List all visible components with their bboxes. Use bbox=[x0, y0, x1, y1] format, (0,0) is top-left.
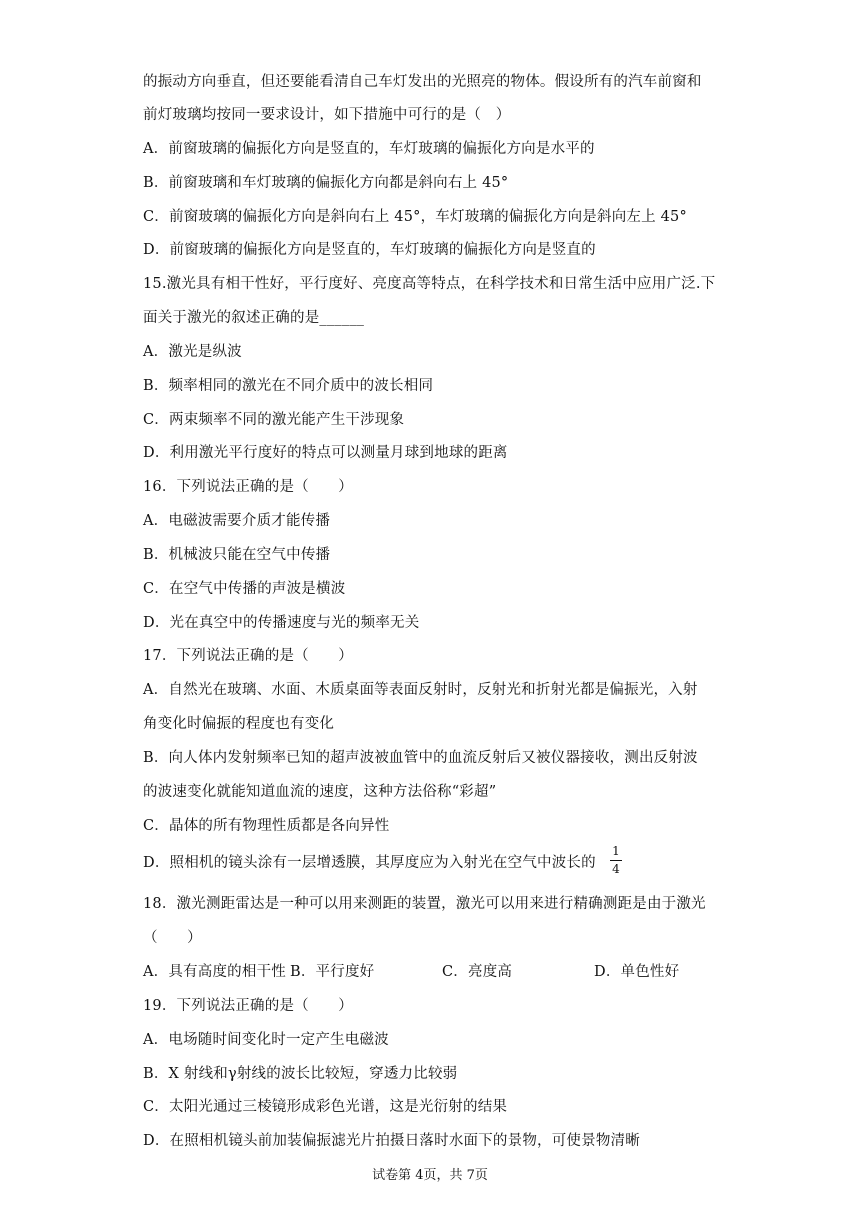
page-footer: 试卷第 4页，共 7页 bbox=[372, 1168, 488, 1183]
fraction-denominator: 4 bbox=[612, 862, 620, 876]
question-18: 18．激光测距雷达是一种可以用来测距的装置，激光可以用来进行精确测距是由于激光 bbox=[143, 896, 706, 912]
option-d: D．前窗玻璃的偏振化方向是竖直的，车灯玻璃的偏振化方向是竖直的 bbox=[143, 242, 596, 258]
option-d: D．照相机的镜头涂有一层增透膜，其厚度应为入射光在空气中波长的 bbox=[143, 855, 596, 871]
option-b: B．前窗玻璃和车灯玻璃的偏振化方向都是斜向右上 45° bbox=[143, 175, 509, 191]
option-a: A．前窗玻璃的偏振化方向是竖直的，车灯玻璃的偏振化方向是水平的 bbox=[143, 141, 595, 157]
option-b: B．X 射线和γ射线的波长比较短，穿透力比较弱 bbox=[143, 1066, 458, 1082]
question-16: 16．下列说法正确的是（ ） bbox=[143, 479, 353, 495]
question-19: 19．下列说法正确的是（ ） bbox=[143, 998, 353, 1014]
fraction-numerator: 1 bbox=[612, 844, 620, 858]
option-b: B．频率相同的激光在不同介质中的波长相同 bbox=[143, 378, 434, 394]
text-line: （ ） bbox=[143, 930, 202, 946]
option-c: C．两束频率不同的激光能产生干涉现象 bbox=[143, 412, 405, 428]
option-a: A．电场随时间变化时一定产生电磁波 bbox=[143, 1032, 389, 1048]
option-c: C．在空气中传播的声波是横波 bbox=[143, 581, 346, 597]
option-a: A．电磁波需要介质才能传播 bbox=[143, 513, 331, 529]
text-line: 角变化时偏振的程度也有变化 bbox=[143, 716, 335, 732]
text-line: 前灯玻璃均按同一要求设计，如下措施中可行的是（ ） bbox=[143, 107, 511, 123]
option-a: A．自然光在玻璃、水面、木质桌面等表面反射时，反射光和折射光都是偏振光，入射 bbox=[143, 682, 698, 698]
question-15: 15.激光具有相干性好，平行度好、亮度高等特点，在科学技术和日常生活中应用广泛.下 bbox=[143, 276, 716, 292]
option-d: D．光在真空中的传播速度与光的频率无关 bbox=[143, 615, 420, 631]
fraction bbox=[610, 845, 622, 876]
option-a: A．具有高度的相干性 bbox=[143, 964, 286, 980]
option-d: D．利用激光平行度好的特点可以测量月球到地球的距离 bbox=[143, 445, 508, 461]
option-a: A．激光是纵波 bbox=[143, 344, 242, 360]
option-c: C．亮度高 bbox=[442, 964, 513, 980]
question-17: 17．下列说法正确的是（ ） bbox=[143, 648, 353, 664]
option-d: D．单色性好 bbox=[594, 964, 680, 980]
option-d: D．在照相机镜头前加装偏振滤光片拍摄日落时水面下的景物，可使景物清晰 bbox=[143, 1133, 640, 1149]
option-b: B．平行度好 bbox=[290, 964, 375, 980]
option-b: B．向人体内发射频率已知的超声波被血管中的血流反射后又被仪器接收，测出反射波 bbox=[143, 750, 698, 766]
fraction-bar bbox=[610, 860, 622, 861]
text-line: 的波速变化就能知道血流的速度，这种方法俗称“彩超” bbox=[143, 784, 497, 800]
option-b: B．机械波只能在空气中传播 bbox=[143, 547, 331, 563]
text-line: 的振动方向垂直，但还要能看清自己车灯发出的光照亮的物体。假设所有的汽车前窗和 bbox=[143, 74, 702, 90]
option-c: C．前窗玻璃的偏振化方向是斜向右上 45°，车灯玻璃的偏振化方向是斜向左上 45° bbox=[143, 209, 687, 225]
text-line: 面关于激光的叙述正确的是______ bbox=[143, 310, 365, 326]
option-c: C．晶体的所有物理性质都是各向异性 bbox=[143, 818, 390, 834]
option-c: C．太阳光通过三棱镜形成彩色光谱，这是光衍射的结果 bbox=[143, 1099, 508, 1115]
